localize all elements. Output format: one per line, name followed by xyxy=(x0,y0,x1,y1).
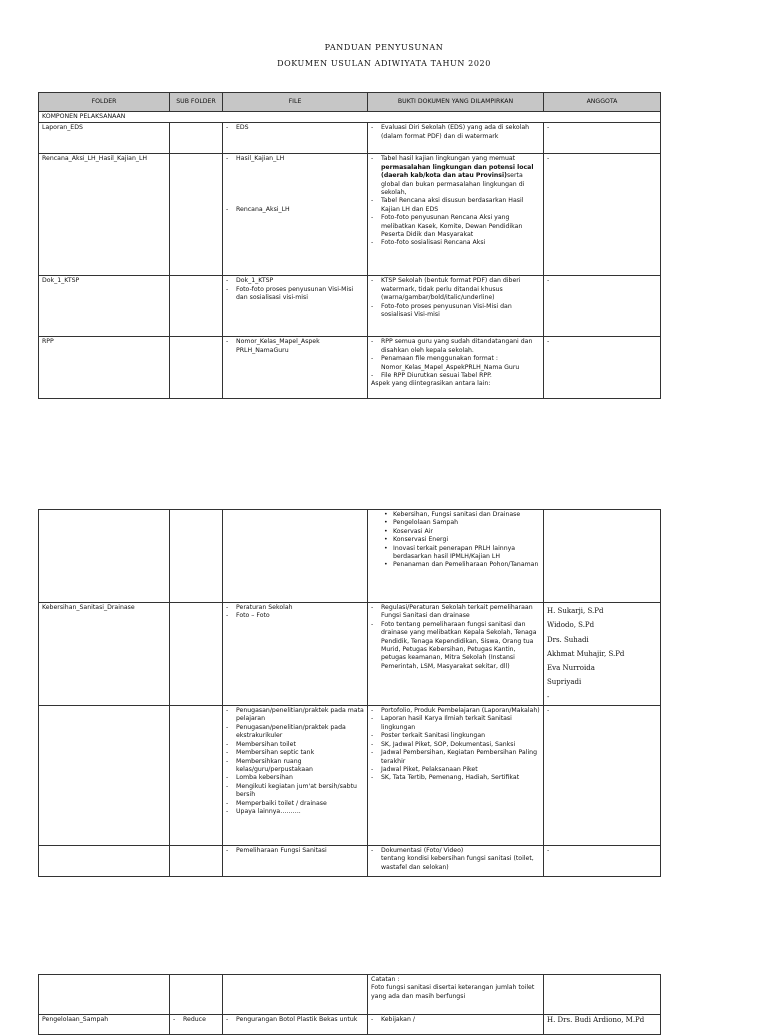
header-folder: FOLDER xyxy=(39,93,170,112)
bukti-item: - Poster terkait Sanitasi lingkungan xyxy=(371,732,540,740)
aspect-item: • Konservasi Energi xyxy=(371,536,540,544)
aspect-item: • Penanaman dan Pemeliharaan Pohon/Tanaman xyxy=(371,561,540,569)
document-title: PANDUAN PENYUSUNAN xyxy=(324,43,444,52)
anggota-cell xyxy=(544,975,661,1015)
anggota-cell xyxy=(544,510,661,603)
anggota-cell xyxy=(544,603,661,706)
anggota-cell: H. Drs. Budi Ardiono, M.Pd xyxy=(544,1015,661,1035)
bukti-item: - Regulasi/Peraturan Sekolah terkait pemeliharaan Fungsi Sanitasi dan drainase xyxy=(371,604,540,621)
bukti-item: - RPP semua guru yang sudah ditandatangani dan disahkan oleh kepala sekolah. xyxy=(371,338,540,355)
member-name: Widodo, S.Pd xyxy=(547,621,595,630)
file-cell xyxy=(223,1015,368,1035)
table-row xyxy=(39,510,661,603)
catatan-label: Catatan : xyxy=(371,976,400,983)
subfolder-cell xyxy=(170,1015,223,1035)
file-item: - Pengurangan Botol Plastik Bekas untuk xyxy=(226,1016,364,1024)
header-bukti: BUKTI DOKUMEN YANG DILAMPIRKAN xyxy=(368,93,544,112)
file-item: - Penugasan/penelitian/praktek pada ekstrakurikuler xyxy=(226,724,364,741)
table-row xyxy=(39,846,661,877)
file-cell xyxy=(223,154,368,276)
bukti-item: - KTSP Sekolah (bentuk format PDF) dan diberi watermark, tidak perlu ditandai khusus (warna/gambar/bold/italic/underline) xyxy=(371,277,540,302)
member-name: Drs. Suhadi xyxy=(547,635,589,644)
header-sub-folder: SUB FOLDER xyxy=(170,93,223,112)
folder-cell: RPP xyxy=(39,337,170,399)
folder-cell xyxy=(39,846,170,877)
bukti-item: - Dokumentasi (Foto/ Video) xyxy=(371,847,540,855)
aspect-item: • Pengelolaan Sampah xyxy=(371,519,540,527)
table-row xyxy=(39,337,661,399)
bukti-item: - Portofolio, Produk Pembelajaran (Laporan/Makalah) xyxy=(371,707,540,715)
aspect-item: • Koservasi Air xyxy=(371,528,540,536)
file-item: - Mengikuti kegiatan jum'at bersih/sabtu bersih xyxy=(226,783,364,800)
folder-cell: Pengelolaan_Sampah xyxy=(39,1015,170,1035)
header-anggota: ANGGOTA xyxy=(544,93,661,112)
file-item: - Hasil_Kajian_LH xyxy=(226,155,364,163)
aspect-item: • Inovasi terkait penerapan PRLH lainnya berdasarkan hasil IPMLH/Kajian LH xyxy=(371,545,540,562)
file-item: - EDS xyxy=(226,124,364,132)
anggota-cell: - xyxy=(544,337,661,399)
bukti-item: - Jadwal Pembersihan, Kegiatan Pembersihan Paling terakhir xyxy=(371,749,540,766)
bukti-cell xyxy=(368,510,544,603)
member-name: - xyxy=(547,692,550,701)
file-item: - Membersihkan ruang kelas/guru/perpustakaan xyxy=(226,758,364,775)
file-item: - Dok_1_KTSP xyxy=(226,277,364,285)
file-item: - Upaya lainnya………. xyxy=(226,808,364,816)
bukti-item xyxy=(371,155,540,197)
member-name: Akhmat Muhajir, S.Pd xyxy=(547,649,625,658)
anggota-cell: - xyxy=(544,706,661,846)
anggota-cell: - xyxy=(544,123,661,154)
bukti-text: Tabel hasil kajian lingkungan yang memuat xyxy=(381,155,516,163)
bukti-cell xyxy=(368,1015,544,1035)
file-item: - Lomba kebersihan xyxy=(226,774,364,782)
table-row xyxy=(39,276,661,337)
file-item: - Rencana_Aksi_LH xyxy=(226,206,364,214)
folder-cell: Rencana_Aksi_LH_Hasil_Kajian_LH xyxy=(39,154,170,276)
subfolder-cell xyxy=(170,337,223,399)
folder-cell xyxy=(39,975,170,1015)
header-file: FILE xyxy=(223,93,368,112)
bukti-item: - File RPP Diurutkan sesuai Tabel RPP. xyxy=(371,372,540,380)
file-cell xyxy=(223,510,368,603)
file-item: - Peraturan Sekolah xyxy=(226,604,364,612)
folder-cell: Laporan_EDS xyxy=(39,123,170,154)
subfolder-cell xyxy=(170,276,223,337)
subfolder-cell xyxy=(170,846,223,877)
guide-table-part-2 xyxy=(38,509,661,877)
bukti-text: serta global dan bukan permasalahan lingkungan di sekolah, xyxy=(381,172,525,197)
file-cell xyxy=(223,706,368,846)
bukti-cell xyxy=(368,706,544,846)
bukti-item: - Foto tentang pemeliharaan fungsi sanitasi dan drainase yang melibatkan Kepala Sekolah, Tenaga Pendidik, Tenaga Kependidikan, Siswa, Orang tua Murid, Petugas Kebersihan, Petugas Kantin, petugas keamanan, Mitra Sekolah (Instansi Pemerintah, LSM, Masyarakat sekitar, dll) xyxy=(371,621,540,671)
bukti-note: Aspek yang diintegrasikan antara lain: xyxy=(371,380,491,388)
file-item: - Penugasan/penelitian/praktek pada mata pelajaran xyxy=(226,707,364,724)
anggota-cell: - xyxy=(544,154,661,276)
aspect-item: • Kebersihan, Fungsi sanitasi dan Drainase xyxy=(371,511,540,519)
bukti-item: - Foto-foto sosialisasi Rencana Aksi xyxy=(371,239,540,247)
bukti-item: - Laporan hasil Karya Ilmiah terkait Sanitasi lingkungan xyxy=(371,715,540,732)
bukti-item: - SK, Jadwal Piket, SOP, Dokumentasi, Sanksi xyxy=(371,741,540,749)
table-row xyxy=(39,603,661,706)
bukti-cell xyxy=(368,276,544,337)
file-cell xyxy=(223,337,368,399)
catatan-text: Foto fungsi sanitasi disertai keterangan jumlah toilet yang ada dan masih berfungsi xyxy=(371,984,535,1000)
section-label: KOMPONEN PELAKSANAAN xyxy=(39,112,661,123)
table-row xyxy=(39,123,661,154)
file-cell xyxy=(223,276,368,337)
folder-cell xyxy=(39,510,170,603)
folder-cell: Kebersihan_Sanitasi_Drainase xyxy=(39,603,170,706)
bukti-item: - Jadwal Piket, Pelaksanaan Piket xyxy=(371,766,540,774)
bukti-item: - Tabel Rencana aksi disusun berdasarkan Hasil Kajian LH dan EDS xyxy=(371,197,540,214)
bukti-bold-text: permasalahan lingkungan dan potensi local (daerah kab/kota dan atau Provinsi) xyxy=(381,163,534,180)
file-item: - Memperbaiki toilet / drainase xyxy=(226,800,364,808)
bukti-cell xyxy=(368,154,544,276)
bukti-item: - Evaluasi Diri Sekolah (EDS) yang ada di sekolah (dalam format PDF) dan di watermark xyxy=(371,124,540,141)
file-cell xyxy=(223,975,368,1015)
table-row xyxy=(39,706,661,846)
file-item: - Foto – Foto xyxy=(226,612,364,620)
bukti-note: tentang kondisi kebersihan fungsi sanitasi (toilet, wastafel dan selokan) xyxy=(381,855,534,871)
file-cell xyxy=(223,846,368,877)
subfolder-cell xyxy=(170,603,223,706)
file-cell xyxy=(223,123,368,154)
table-row xyxy=(39,1015,661,1035)
guide-table-part-3 xyxy=(38,974,661,1035)
subfolder-cell xyxy=(170,975,223,1015)
bukti-cell xyxy=(368,975,544,1015)
bukti-item: - Foto-foto proses penyusunan Visi-Misi dan sosialisasi Visi-misi xyxy=(371,303,540,320)
bukti-item: - Penamaan file menggunakan format : Nomor_Kelas_Mapel_AspekPRLH_Nama Guru xyxy=(371,355,540,372)
anggota-cell: - xyxy=(544,846,661,877)
file-item: - Membersihan toilet xyxy=(226,741,364,749)
file-item: - Foto-foto proses penyusunan Visi-Misi dan sosialisasi visi-misi xyxy=(226,286,364,303)
subfolder-cell xyxy=(170,706,223,846)
subfolder-cell xyxy=(170,154,223,276)
table-row xyxy=(39,975,661,1015)
file-item: - Nomor_Kelas_Mapel_Aspek PRLH_NamaGuru xyxy=(226,338,364,355)
file-cell xyxy=(223,603,368,706)
bukti-cell xyxy=(368,846,544,877)
member-name: Eva Nurroida xyxy=(547,664,595,673)
guide-table-part-1 xyxy=(38,92,661,399)
file-item: - Membersihan septic tank xyxy=(226,749,364,757)
member-name: Supriyadi xyxy=(547,678,582,687)
bukti-item: - SK, Tata Tertib, Pemenang, Hadiah, Sertifikat xyxy=(371,774,540,782)
bukti-item: - Kebijakan / xyxy=(371,1016,540,1024)
subfolder-cell xyxy=(170,123,223,154)
member-name: H. Sukarji, S.Pd xyxy=(547,607,604,615)
folder-cell: Dok_1_KTSP xyxy=(39,276,170,337)
file-item: - Pemeliharaan Fungsi Sanitasi xyxy=(226,847,364,855)
subfolder-item: - Reduce xyxy=(173,1016,219,1024)
bukti-cell xyxy=(368,123,544,154)
anggota-cell: - xyxy=(544,276,661,337)
document-subtitle: DOKUMEN USULAN ADIWIYATA TAHUN 2020 xyxy=(277,59,491,68)
subfolder-cell xyxy=(170,510,223,603)
folder-cell xyxy=(39,706,170,846)
table-row xyxy=(39,154,661,276)
bukti-cell xyxy=(368,603,544,706)
bukti-cell xyxy=(368,337,544,399)
bukti-item: - Foto-foto penyusunan Rencana Aksi yang melibatkan Kasek, Komite, Dewan Pendidikan Peserta Didik dan Masyarakat xyxy=(371,214,540,239)
